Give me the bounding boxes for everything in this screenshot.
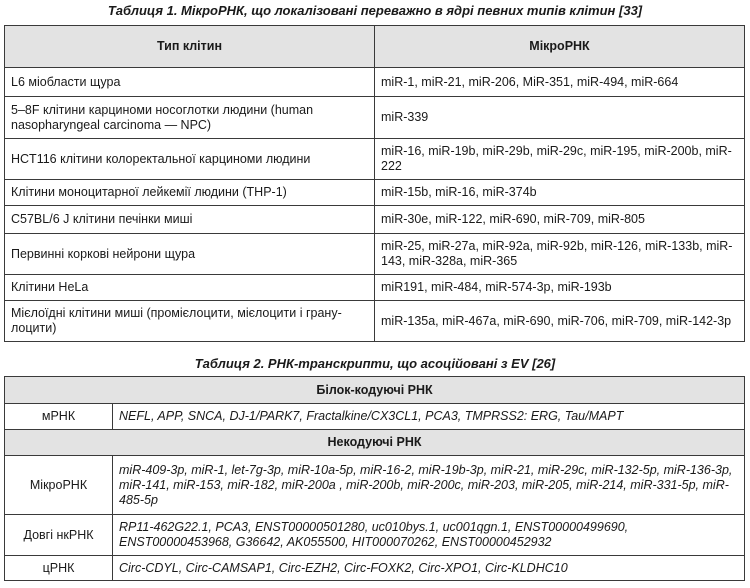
cell-type: L6 міобласти щура	[5, 68, 375, 97]
rna-list: NEFL, APP, SNCA, DJ-1/PARK7, Fractalkine/CX3CL1, PCA3, TMPRSS2: ERG, Tau/MAPT	[113, 404, 745, 430]
table-row	[5, 180, 745, 206]
header-mirna: МікроРНК	[375, 26, 745, 68]
table-header-row	[5, 26, 745, 68]
section-protein-coding: Білок-кодуючі РНК	[5, 377, 745, 404]
mirna-list: miR-15b, miR-16, miR-374b	[375, 180, 745, 206]
table2-caption: Таблиця 2. РНК-транскрипти, що асоційовані з EV [26]	[194, 356, 556, 371]
cell-type: Клітини HeLa	[5, 275, 375, 301]
rna-list: RP11-462G22.1, PCA3, ENST00000501280, uc010bys.1, uc001qgn.1, ENST00000499690, ENST00000453968, G36642, AK055500, HIT000070262, ENST00000452932	[113, 515, 745, 556]
rna-type-label: МікроРНК	[5, 456, 113, 515]
cell-type: Первинні коркові нейрони щура	[5, 234, 375, 275]
table-row	[5, 275, 745, 301]
table-row	[5, 404, 745, 430]
cell-type: Клітини моноцитарної лейкемії людини (THP-1)	[5, 180, 375, 206]
rna-type-label: Довгі нкРНК	[5, 515, 113, 556]
table-row	[5, 97, 745, 139]
table-row	[5, 234, 745, 275]
cell-type: Мієлоїдні клітини миші (промієлоцити, мієлоцити і грану-лоцити)	[5, 301, 375, 342]
table-row	[5, 301, 745, 342]
table-row	[5, 556, 745, 581]
rna-list: miR-409-3p, miR-1, let-7g-3p, miR-10a-5p, miR-16-2, miR-19b-3p, miR-21, miR-29c, miR-132-5p, miR-136-3p, miR-141, miR-153, miR-182, miR-200a , miR-200b, miR-200c, miR-203, miR-205, miR-214, miR-331-5p, miR-485-5p	[113, 456, 745, 515]
mirna-list: miR-30e, miR-122, miR-690, miR-709, miR-805	[375, 206, 745, 234]
table-row	[5, 68, 745, 97]
mirna-list: miR-1, miR-21, miR-206, MiR-351, miR-494, miR-664	[375, 68, 745, 97]
mirna-list: miR-16, miR-19b, miR-29b, miR-29c, miR-195, miR-200b, miR-222	[375, 139, 745, 180]
table-row	[5, 206, 745, 234]
rna-type-label: цРНК	[5, 556, 113, 581]
mirna-list: miR-135a, miR-467a, miR-690, miR-706, miR-709, miR-142-3p	[375, 301, 745, 342]
cell-type: 5–8F клітини карциноми носоглотки людини (human nasopharyngeal carcinoma — NPC)	[5, 97, 375, 139]
mirna-list: miR-25, miR-27a, miR-92a, miR-92b, miR-126, miR-133b, miR-143, miR-328a, miR-365	[375, 234, 745, 275]
section-noncoding: Некодуючі РНК	[5, 430, 745, 456]
mirna-list: miR-339	[375, 97, 745, 139]
cell-type: C57BL/6 J клітини печінки миші	[5, 206, 375, 234]
nuclear-mirna-table	[4, 25, 745, 342]
table-row	[5, 515, 745, 556]
rna-list: Circ-CDYL, Circ-CAMSAP1, Circ-EZH2, Circ-FOXK2, Circ-XPO1, Circ-KLDHC10	[113, 556, 745, 581]
mirna-list: miR191, miR-484, miR-574-3p, miR-193b	[375, 275, 745, 301]
table-row	[5, 456, 745, 515]
section-row	[5, 377, 745, 404]
table-row	[5, 139, 745, 180]
rna-type-label: мРНК	[5, 404, 113, 430]
header-cell-type: Тип клітин	[5, 26, 375, 68]
section-row	[5, 430, 745, 456]
cell-type: HCT116 клітини колоректальної карциноми людини	[5, 139, 375, 180]
ev-rna-table	[4, 376, 745, 581]
table1-caption: Таблиця 1. МікроРНК, що локалізовані переважно в ядрі певних типів клітин [33]	[107, 3, 643, 18]
